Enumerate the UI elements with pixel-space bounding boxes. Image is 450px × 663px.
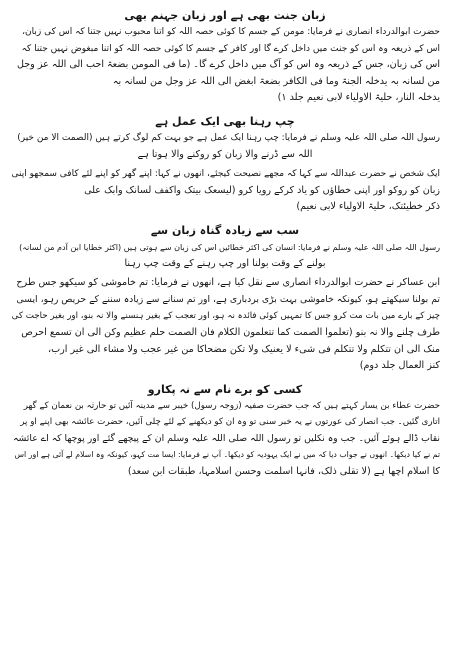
section-most-sins-tongue bbox=[10, 223, 440, 375]
text-line: منک الی ان تتکلم ولا تتکلم فی شیء لا یعنیک ولا تکن مضحاکا من غیر عجب ولا مشاء الی غیر ارب، bbox=[47, 343, 440, 355]
section-tongue-paradise-hell bbox=[10, 8, 440, 107]
text-line: بولنے کے وقت بولنا اور چپ رہنے کے وقت چپ رہنا bbox=[124, 257, 326, 269]
section-heading: کسی کو برے نام سے نہ پکارو bbox=[147, 382, 303, 396]
text-line: تم نے کیا دیکھا۔ انھوں نے جواب دیا کہ میں نے ایک یہودیہ کو دیکھا۔ آپ نے فرمایا: ایسا مت کہو، کیونکہ وہ اسلام لے آئی ہے اور اس bbox=[14, 450, 440, 460]
text-line: کنز العمال جلد دوم) bbox=[359, 360, 440, 372]
section-no-bad-names bbox=[10, 382, 440, 481]
text-line: حضرت ابوالدرداء انصاری نے فرمایا: مومن کے جسم کا کوئی حصہ اللہ کو اتنا محبوب نہیں جتنا کہ اس کی زبان، bbox=[22, 27, 440, 37]
section-heading: سب سے زیادہ گناہ زبان سے bbox=[150, 223, 300, 237]
text-line: اس کی زبان، جس کے ذریعہ وہ اس کو آگ میں داخل کرے گا۔ (ما فی المومن بضعۃ احب الی اللہ عز وجل bbox=[16, 59, 440, 71]
text-line: کا اسلام اچھا ہے (لا تقلی ذلک، فانہا اسلمت وحسن اسلامہا، طبقات ابن سعد) bbox=[127, 466, 440, 478]
text-line: حضرت عطاء بن یسار کہتے ہیں کہ جب حضرت صفیہ (زوجہ رسول) خیبر سے مدینہ آئیں تو حارثہ بن نعمان کے گھر bbox=[23, 400, 440, 411]
section-body bbox=[10, 398, 440, 481]
text-line: اس کے ذریعہ وہ اس کو جنت میں داخل کرے گا اور کافر کے جسم کا کوئی حصہ اللہ کو اتنا مبغوض نہیں جتنا کہ bbox=[21, 43, 440, 54]
text-line: طرف چلنے والا نہ بنو (تعلموا الصمت کما تتعلمون الکلام فان الصمت حلم عظیم وکن الی ان تسمع احرص bbox=[21, 326, 440, 338]
text-line: چیز کے بارے میں بات مت کرو جس کا تمہیں کوئی فائدہ نہ ہو، اور تعجب کے بغیر ہنسنے والا نہ بنو، اور بغیر حاجت کی bbox=[11, 311, 440, 322]
text-line: اللہ سے ڈرنے والا زبان کو روکنے والا ہوتا ہے bbox=[137, 148, 313, 160]
text-line: ذکر خطیئتک، حلیۃ الاولیاء لابی نعیم) bbox=[296, 201, 440, 213]
section-heading: زبان جنت بھی ہے اور زبان جہنم بھی bbox=[124, 9, 326, 22]
section-heading: چپ رہنا بھی ایک عمل ہے bbox=[155, 114, 295, 128]
text-line: من لسانہ بہ یدخلہ الجنۃ وما فی الکافر بضعۃ ابغض الی اللہ عز وجل من لسانہ بہ bbox=[112, 75, 440, 87]
text-line: زبان کو روکو اور اپنی خطاؤں کو یاد کرکے رویا کرو (لیسعک بیتک واکفف لسانک وابک علی bbox=[84, 184, 440, 196]
text-line: ایک شخص نے حضرت عبداللہ سے کہا کہ مجھے نصیحت کیجئے، انھوں نے کہا: اپنے گھر کو اپنے لئے کافی سمجھو اپنی bbox=[11, 169, 440, 180]
text-line: تم بولنا سیکھتے ہو، کیونکہ خاموشی بہت بڑی بردباری ہے، اور تم سنانے سے زیادہ سننے کے حریص رہو، ایسی bbox=[16, 293, 440, 305]
section-silence-is-action bbox=[10, 114, 440, 216]
text-line: اتاری گئیں۔ جب انصار کی عورتوں نے یہ خبر سنی تو وہ ان کو دیکھنے کے لئے چلی آئیں، حضرت عائشہ بھی اپنے او پر bbox=[20, 417, 440, 428]
text-line: رسول اللہ صلی اللہ علیہ وسلم نے فرمایا: انسان کی اکثر خطائیں اس کی زبان سے ہوتی ہیں (اکثر خطایا ابن آدم من لسانہ) bbox=[19, 241, 440, 252]
text-line: ابن عساکر نے حضرت ابوالدرداء انصاری سے نقل کیا ہے، انھوں نے فرمایا: تم خاموشی کو سیکھو جس طرح bbox=[16, 277, 440, 289]
text-line: یدخلہ النار، حلیۃ الاولیاء لابی نعیم جلد ۱) bbox=[277, 92, 440, 104]
section-body bbox=[10, 239, 440, 375]
text-line: رسول اللہ صلی اللہ علیہ وسلم نے فرمایا: چپ رہنا ایک عمل ہے جو بہت کم لوگ کرتے ہیں (الصمت الا من خیر) bbox=[17, 132, 440, 143]
section-body bbox=[10, 24, 440, 107]
text-line: نقاب ڈالے ہوئے آئیں۔ جب وہ نکلیں تو رسول اللہ صلی اللہ علیہ وسلم ان کے پیچھے گئے اور پوچھا کہ اے عائشہ bbox=[13, 432, 440, 444]
section-body bbox=[10, 130, 440, 216]
